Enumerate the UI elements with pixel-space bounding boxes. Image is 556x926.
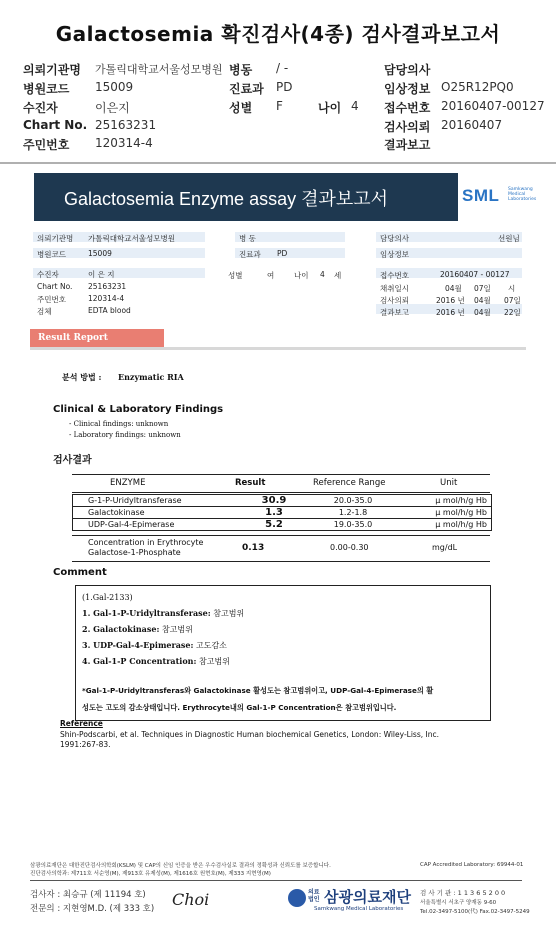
info-label-clinical-info: 임상정보 [380, 250, 409, 259]
table-top-rule [72, 474, 490, 475]
label-hospital-code: 병원코드 [23, 82, 70, 96]
value-age: 4 [351, 99, 359, 113]
cap-accreditation: CAP Accredited Laboratory: 69944-01 [420, 862, 524, 868]
results-table [72, 494, 492, 531]
comment-code: (1.Gal-2133) [82, 593, 133, 602]
results-heading: 검사결과 [53, 455, 92, 466]
comment-item-text: 고도감소 [196, 641, 227, 650]
comment-item-name: 2. Galactokinase: [82, 624, 160, 634]
comment-item-name: 1. Gal-1-P-Uridyltransferase: [82, 608, 211, 618]
label-ward: 병동 [229, 63, 253, 77]
info-value-resident-no: 120314-4 [88, 294, 125, 303]
comment-item [82, 624, 193, 635]
range-cell: 19.0-35.0 [333, 520, 373, 529]
value-receipt-no: 20160407-00127 [441, 99, 545, 113]
label-receipt-no: 접수번호 [384, 101, 431, 115]
label-resident-no: 주민번호 [23, 138, 70, 152]
unit-cell: μ mol/h/g Hb [435, 496, 487, 505]
info-value-collected-day: 07일 [474, 284, 491, 293]
header-range: Reference Range [313, 478, 386, 488]
info-label-doctor: 담당의사 [380, 234, 409, 243]
info-value-requested-day: 07일 [504, 296, 521, 305]
label-sex: 성별 [229, 101, 253, 115]
signature: Choi [172, 890, 210, 909]
enzyme-cell: Galactokinase [88, 508, 145, 517]
certification-line-1: 삼광의료재단은 대한진단검사의학회(KSLM) 및 CAP의 신임 인증을 받은 우수검사실로 결과의 정확성과 신뢰도를 보증합니다. [30, 863, 331, 869]
reference-line-1: Shin-Podscarbi, et al. Techniques in Diagnostic Human biochemical Genetics, London: Wiley-Liss, Inc. [60, 730, 439, 739]
comment-item-name: 4. Gal-1-P Concentration: [82, 656, 197, 666]
value-patient: 이은지 [95, 101, 130, 115]
result-cell: 5.2 [265, 519, 283, 530]
info-value-department: PD [277, 249, 288, 258]
enzyme-cell-line2: Galactose-1-Phosphate [88, 548, 181, 557]
label-clinical-info: 임상정보 [384, 82, 431, 96]
table-row [73, 519, 491, 531]
org-name: 삼광의료재단 [324, 888, 411, 906]
info-label-department: 진료과 [239, 250, 261, 259]
table-row [72, 535, 490, 562]
info-value-chart-no: 25163231 [88, 282, 127, 291]
info-value-requested-year: 2016 년 [436, 296, 465, 305]
comment-item [82, 656, 230, 667]
info-value-collected-month: 04월 [445, 284, 462, 293]
method-value: Enzymatic RIA [118, 372, 184, 382]
label-doctor: 담당의사 [384, 63, 431, 77]
clinical-findings: - Clinical findings: unknown [69, 420, 169, 428]
label-request-date: 검사의뢰 [384, 120, 431, 134]
examiner: 검사자 : 최승규 (제 11194 호) [30, 890, 146, 900]
label-department: 진료과 [229, 82, 264, 96]
comment-item-text: 참고범위 [213, 609, 245, 618]
info-label-patient: 수진자 [37, 270, 59, 279]
value-requester: 가톨릭대학교서울성모병원 [95, 63, 223, 76]
reference-heading: Reference [60, 719, 103, 728]
info-label-resident-no: 주민번호 [37, 295, 66, 304]
comment-summary-1: *Gal-1-P-Uridyltransferas와 Galactokinase 활성도는 참고범위이고, UDP-Gal-4-Epimerase의 활 [82, 686, 434, 695]
info-value-age: 4 [320, 270, 325, 279]
header-result: Result [235, 478, 266, 488]
info-value-patient: 이 은 지 [88, 270, 115, 279]
unit-cell: mg/dL [432, 543, 458, 552]
info-value-reported-month: 04월 [474, 308, 491, 317]
report-banner [34, 173, 458, 221]
unit-cell: μ mol/h/g Hb [435, 508, 487, 517]
result-cell: 1.3 [265, 507, 283, 518]
comment-item [82, 640, 227, 651]
info-label-receipt-no: 접수번호 [380, 271, 409, 280]
footer-divider [30, 880, 522, 881]
value-chart-no: 25163231 [95, 118, 157, 132]
info-value-sex: 여 [267, 271, 275, 280]
comment-item-name: 3. UDP-Gal-4-Epimerase: [82, 640, 194, 650]
samkwang-logo-icon [288, 889, 306, 907]
enzyme-cell: G-1-P-Uridyltransferase [88, 496, 182, 505]
result-cell: 30.9 [261, 495, 287, 506]
info-label-ward: 병 동 [239, 234, 256, 243]
range-cell: 0.00-0.30 [330, 543, 369, 552]
info-value-age-unit: 세 [334, 271, 342, 280]
specialist: 전문의 : 지현영M.D. (제 333 호) [30, 904, 155, 914]
banner-title: Galactosemia Enzyme assay 결과보고서 [64, 189, 389, 209]
info-value-specimen: EDTA blood [88, 306, 131, 315]
label-report: 결과보고 [384, 138, 431, 152]
comment-summary-2: 성도는 고도의 감소상태입니다. Erythrocyte내의 Gal-1-P Concentration은 참고범위입니다. [82, 703, 397, 712]
sml-logo-subtitle: Samkwang Medical Laboratories [508, 187, 537, 202]
unit-cell: μ mol/h/g Hb [435, 520, 487, 529]
result-report-tab: Result Report [30, 329, 164, 347]
info-value-doctor: 선원님 [498, 234, 520, 243]
method-label: 분석 방법 : [62, 372, 102, 382]
info-label-sex: 성별 [228, 271, 243, 280]
header-enzyme: ENZYME [110, 478, 146, 488]
info-value-requester: 가톨릭대학교서울성모병원 [88, 234, 175, 243]
header-unit: Unit [440, 478, 458, 488]
info-label-specimen: 검체 [37, 307, 52, 316]
info-label-collected: 채취일시 [380, 284, 409, 293]
table-bottom-rule [72, 561, 490, 562]
value-department: PD [276, 80, 293, 94]
info-value-hospital-code: 15009 [88, 249, 112, 258]
label-age: 나이 [318, 101, 342, 115]
table-row [73, 495, 491, 507]
info-label-requester: 의뢰기관명 [37, 234, 74, 243]
reference-line-2: 1991:267-83. [60, 740, 111, 749]
org-prefix: 의료법인 [308, 889, 320, 903]
comment-item [82, 608, 244, 619]
info-value-receipt-no: 20160407 - 00127 [440, 270, 510, 279]
info-label-hospital-code: 병원코드 [37, 250, 66, 259]
clinical-heading: Clinical & Laboratory Findings [53, 404, 224, 415]
enzyme-cell-line1: Concentration in Erythrocyte [88, 538, 204, 547]
value-resident-no: 120314-4 [95, 136, 153, 150]
value-ward: / - [276, 61, 289, 75]
sml-logo: SML [462, 186, 500, 205]
info-label-age: 나이 [294, 271, 309, 280]
label-patient: 수진자 [23, 101, 58, 115]
info-value-reported-day: 22일 [504, 308, 521, 317]
result-cell: 0.13 [242, 543, 265, 553]
telephone-fax: Tel.02-3497-5100(代) Fax.02-3497-5249 [420, 909, 530, 915]
certification-line-2: 진단검사의학과: 제711호 서순영(M), 제913호 유제성(M), 제1616호 원현호(M), 제333 지현영(M) [30, 871, 271, 877]
org-english-name: Samkwang Medical Laboratories [314, 906, 404, 912]
value-sex: F [276, 99, 283, 113]
info-label-chart-no: Chart No. [37, 282, 73, 291]
comment-item-text: 참고범위 [198, 657, 230, 666]
address: 서울특별시 서초구 양재동 9-60 [420, 900, 497, 906]
comment-item-text: 참고범위 [161, 625, 193, 634]
range-cell: 20.0-35.0 [333, 496, 373, 505]
value-request-date: 20160407 [441, 118, 503, 132]
comment-heading: Comment [53, 567, 107, 578]
info-value-requested-month: 04월 [474, 296, 491, 305]
lab-registration: 검 사 기 관 : 1 1 3 6 5 2 0 0 [420, 889, 506, 897]
enzyme-cell: UDP-Gal-4-Epimerase [88, 520, 175, 529]
header-divider [0, 162, 556, 164]
report-title: Galactosemia 확진검사(4종) 검사결과보고서 [55, 22, 501, 46]
table-header-rule [72, 492, 490, 493]
value-clinical-info: O25R12PQ0 [441, 80, 514, 94]
label-chart-no: Chart No. [23, 118, 88, 132]
info-label-requested: 검사의뢰 [380, 296, 409, 305]
result-divider [30, 347, 526, 350]
info-value-reported-year: 2016 년 [436, 308, 465, 317]
info-value-collected-time: 시 [508, 284, 516, 293]
table-row [73, 507, 491, 519]
range-cell: 1.2-1.8 [338, 508, 368, 517]
comment-box [75, 585, 491, 721]
laboratory-findings: - Laboratory findings: unknown [69, 431, 181, 439]
info-label-reported: 결과보고 [380, 308, 409, 317]
label-requester: 의뢰기관명 [23, 63, 81, 77]
value-hospital-code: 15009 [95, 80, 134, 94]
